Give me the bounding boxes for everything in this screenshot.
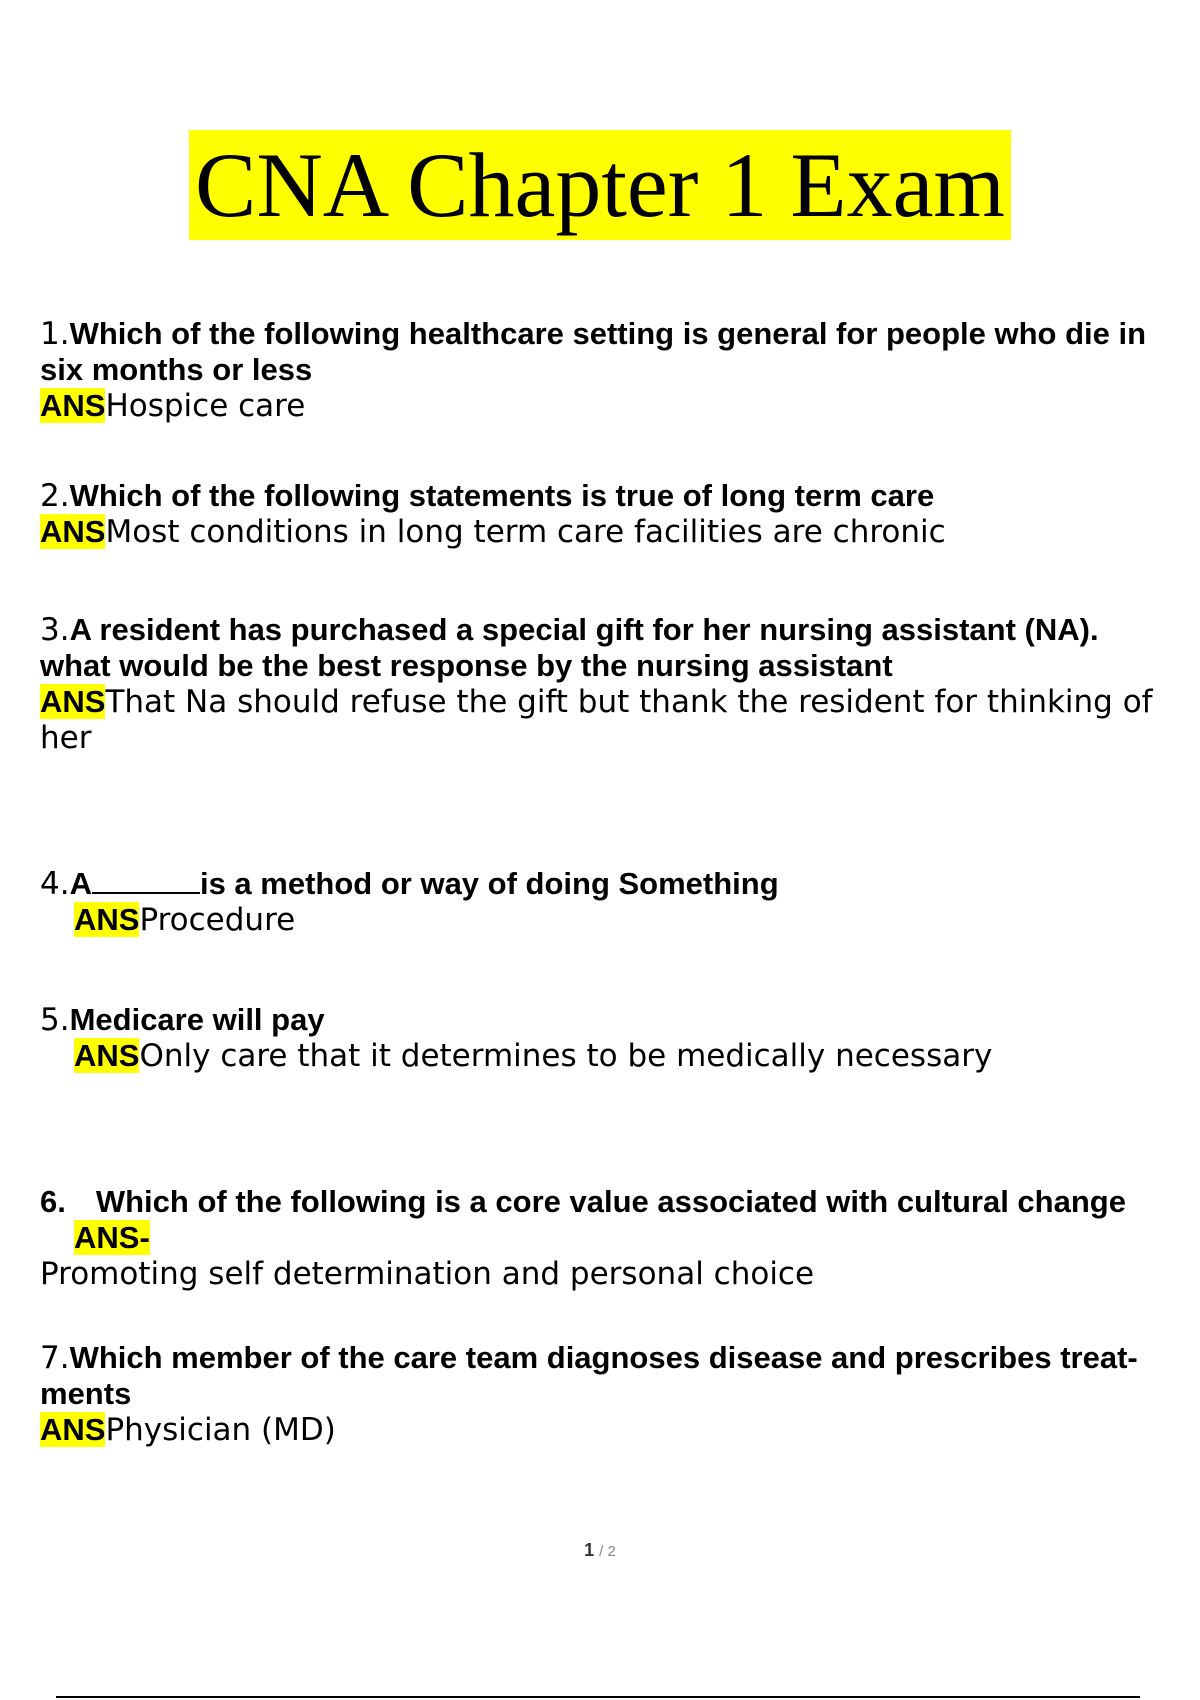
page-bottom-rule bbox=[56, 1696, 1140, 1698]
total-pages: / 2 bbox=[599, 1543, 616, 1560]
question-block-2 bbox=[40, 478, 1170, 550]
question-block-3 bbox=[40, 612, 1170, 756]
question-4 bbox=[40, 866, 1170, 902]
answer-7 bbox=[40, 1412, 1170, 1448]
question-text: A resident has purchased a special gift for her nursing assistant (NA). what would be the best response by the nursing assistant bbox=[40, 612, 1099, 683]
ans-label: ANS bbox=[40, 514, 106, 549]
page-indicator bbox=[0, 1540, 1200, 1561]
question-text-end: is a method or way of doing Something bbox=[199, 866, 779, 901]
answer-6 bbox=[40, 1256, 1190, 1292]
question-number: 1. bbox=[40, 316, 70, 352]
ans-label: ANS- bbox=[74, 1220, 150, 1255]
answer-text: Hospice care bbox=[105, 388, 306, 424]
answer-1 bbox=[40, 388, 1170, 424]
question-text: Which member of the care team diagnoses disease and prescribes treat- ments bbox=[40, 1340, 1138, 1411]
question-6 bbox=[40, 1184, 1190, 1220]
current-page-number: 1 bbox=[584, 1540, 595, 1560]
question-number: 7. bbox=[40, 1340, 70, 1376]
question-7 bbox=[40, 1340, 1170, 1412]
question-block-6 bbox=[40, 1184, 1190, 1292]
question-block-1 bbox=[40, 316, 1170, 424]
ans-label: ANS bbox=[40, 388, 106, 423]
question-block-4 bbox=[40, 866, 1170, 938]
question-text: Which of the following healthcare setting is general for people who die in six months or less bbox=[40, 316, 1147, 387]
answer-6-label bbox=[40, 1220, 1190, 1256]
question-number: 6. bbox=[40, 1184, 66, 1219]
question-text-start: A bbox=[69, 866, 92, 901]
ans-label: ANS bbox=[74, 902, 140, 937]
question-number: 3. bbox=[40, 612, 70, 648]
answer-text: That Na should refuse the gift but thank the resident for thinking of her bbox=[40, 684, 1153, 756]
question-block-5 bbox=[40, 1002, 1170, 1074]
answer-2 bbox=[40, 514, 1170, 550]
question-text: Which of the following is a core value associated with cultural change bbox=[95, 1184, 1126, 1219]
question-number: 2. bbox=[40, 478, 70, 514]
question-3 bbox=[40, 612, 1170, 684]
answer-5 bbox=[40, 1038, 1170, 1074]
answer-text: Most conditions in long term care facilities are chronic bbox=[105, 514, 946, 550]
title-container bbox=[0, 130, 1200, 240]
ans-label: ANS bbox=[40, 684, 106, 719]
question-number: 5. bbox=[40, 1002, 70, 1038]
question-text: Which of the following statements is true of long term care bbox=[69, 478, 935, 513]
answer-text: Physician (MD) bbox=[105, 1412, 336, 1448]
answer-3 bbox=[40, 684, 1170, 756]
question-2 bbox=[40, 478, 1170, 514]
question-block-7 bbox=[40, 1340, 1170, 1448]
fill-in-blank bbox=[92, 866, 200, 894]
question-1 bbox=[40, 316, 1170, 388]
ans-label: ANS bbox=[74, 1038, 140, 1073]
ans-label: ANS bbox=[40, 1412, 106, 1447]
answer-text: Procedure bbox=[139, 902, 296, 938]
question-number: 4. bbox=[40, 866, 70, 902]
answer-text: Only care that it determines to be medically necessary bbox=[139, 1038, 993, 1074]
answer-4 bbox=[40, 902, 1170, 938]
question-5 bbox=[40, 1002, 1170, 1038]
answer-text: Promoting self determination and personal choice bbox=[40, 1256, 815, 1292]
question-text: Medicare will pay bbox=[69, 1002, 325, 1037]
page-title: CNA Chapter 1 Exam bbox=[189, 130, 1011, 240]
